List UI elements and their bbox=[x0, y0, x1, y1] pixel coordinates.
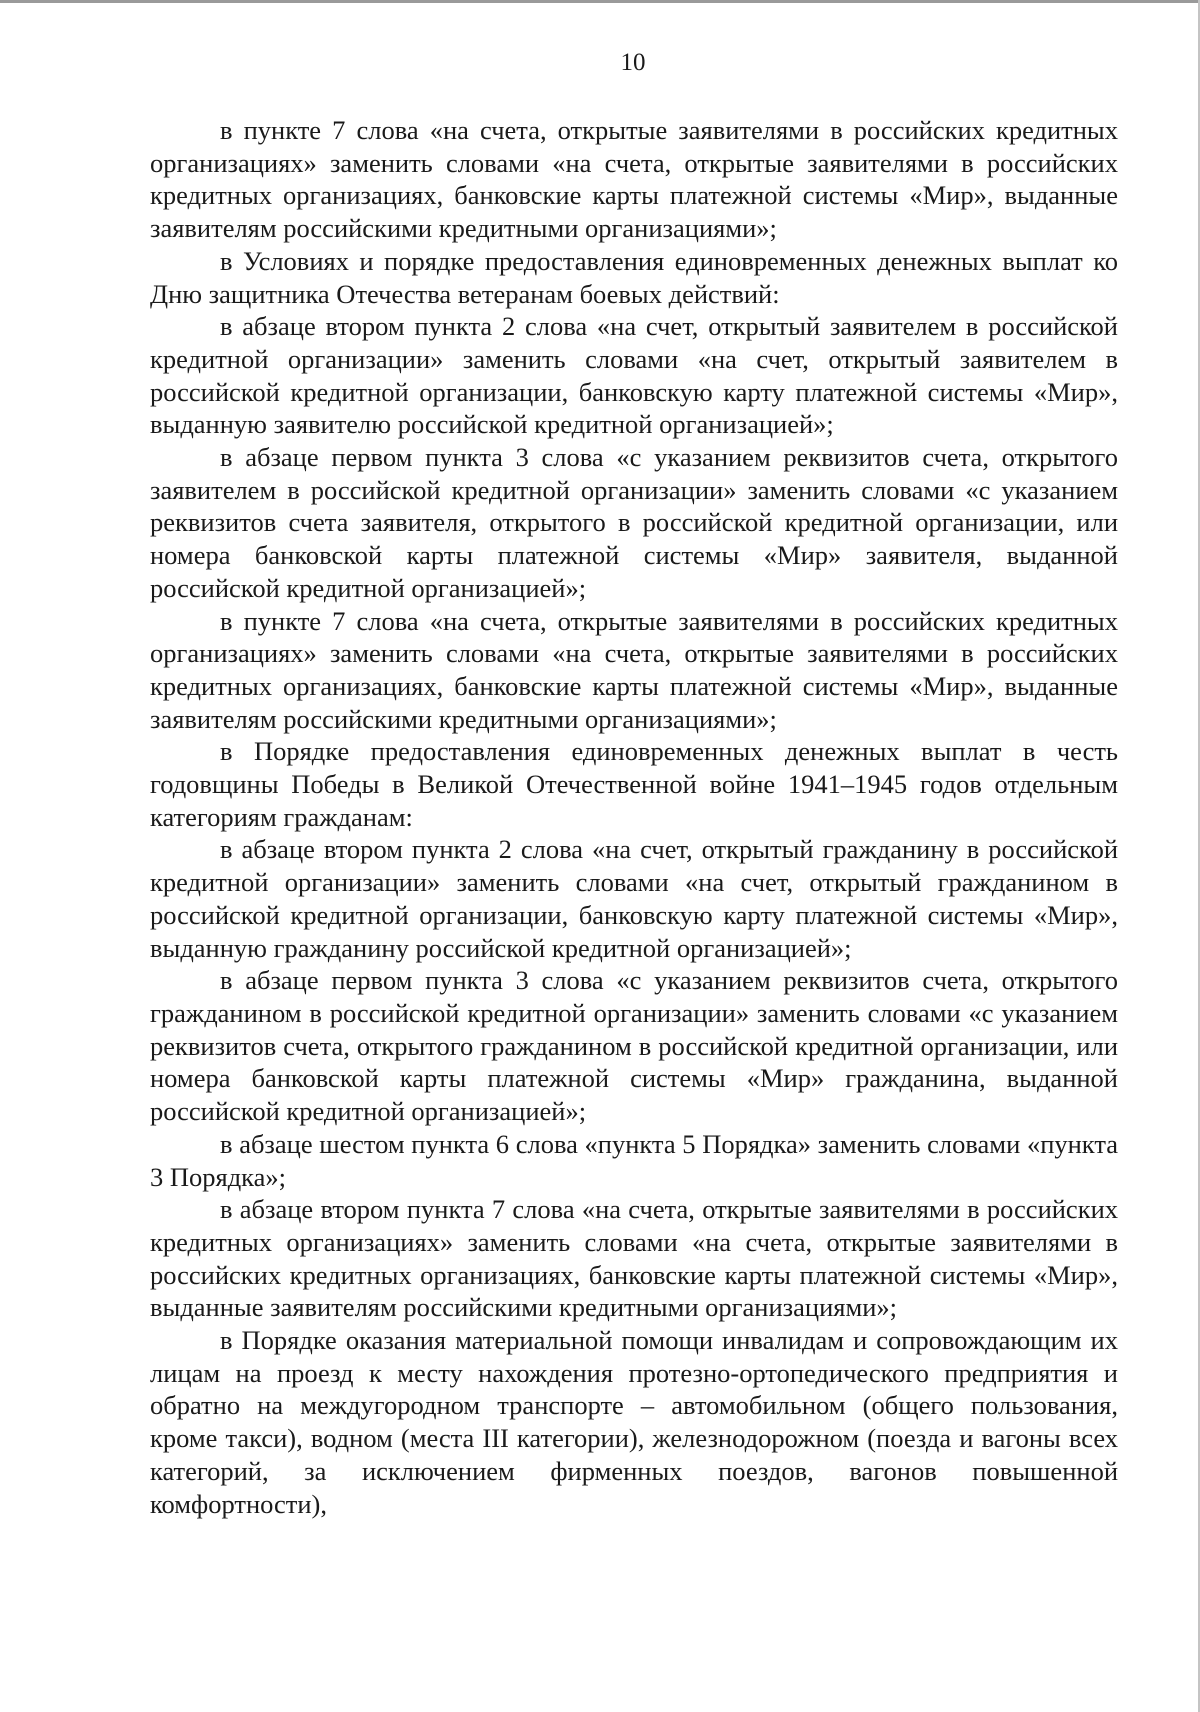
document-body bbox=[150, 114, 1118, 1520]
page-number: 10 bbox=[620, 49, 646, 76]
paragraph: в абзаце первом пункта 3 слова «с указанием реквизитов счета, открытого заявителем в российской кредитной организации» заменить словами «с указанием реквизитов счета заявителя, открытого в российской кредитной организации, или номера банковской карты платежной системы «Мир» заявителя, выданной российской кредитной организацией»; bbox=[150, 442, 1118, 603]
paragraph: в абзаце шестом пункта 6 слова «пункта 5 Порядка» заменить словами «пункта 3 Порядка»; bbox=[150, 1128, 1118, 1192]
paragraph: в Условиях и порядке предоставления единовременных денежных выплат ко Дню защитника Отечества ветеранам боевых действий: bbox=[150, 245, 1118, 309]
paragraph: в Порядке оказания материальной помощи инвалидам и сопровождающим их лицам на проезд к месту нахождения протезно-ортопедического предприятия и обратно на междугородном транспорте – автомобильном (общего пользования, кроме такси), водном (места III категории), железнодорожном (поезда и вагоны всех категорий, за исключением фирменных поездов, вагонов повышенной комфортности), bbox=[150, 1325, 1118, 1519]
paragraph: в абзаце втором пункта 2 слова «на счет, открытый заявителем в российской кредитной организации» заменить словами «на счет, открытый заявителем в российской кредитной организации, банковскую карту платежной системы «Мир», выданную заявителю российской кредитной организацией»; bbox=[150, 311, 1118, 440]
paragraph: в пункте 7 слова «на счета, открытые заявителями в российских кредитных организациях» заменить словами «на счета, открытые заявителями в российских кредитных организациях, банковские карты платежной системы «Мир», выданные заявителям российскими кредитными организациями»; bbox=[150, 115, 1118, 244]
paragraph: в абзаце втором пункта 2 слова «на счет, открытый гражданину в российской кредитной организации» заменить словами «на счет, открытый гражданином в российской кредитной организации, банковскую карту платежной системы «Мир», выданную гражданину российской кредитной организацией»; bbox=[150, 834, 1118, 963]
paragraph: в абзаце втором пункта 7 слова «на счета, открытые заявителями в российских кредитных организациях» заменить словами «на счета, открытые заявителями в российских кредитных организациях, банковские карты платежной системы «Мир», выданные заявителям российскими кредитными организациями»; bbox=[150, 1194, 1118, 1323]
paragraph: в абзаце первом пункта 3 слова «с указанием реквизитов счета, открытого гражданином в российской кредитной организации» заменить словами «с указанием реквизитов счета, открытого гражданином в российской кредитной организации, или номера банковской карты платежной системы «Мир» гражданина, выданной российской кредитной организацией»; bbox=[150, 965, 1118, 1127]
scan-edge-top bbox=[0, 0, 1200, 3]
paragraph: в Порядке предоставления единовременных денежных выплат в честь годовщины Победы в Великой Отечественной войне 1941–1945 годов отдельным категориям гражданам: bbox=[150, 736, 1118, 832]
paragraph: в пункте 7 слова «на счета, открытые заявителями в российских кредитных организациях» заменить словами «на счета, открытые заявителями в российских кредитных организациях, банковские карты платежной системы «Мир», выданные заявителям российскими кредитными организациями»; bbox=[150, 605, 1118, 734]
